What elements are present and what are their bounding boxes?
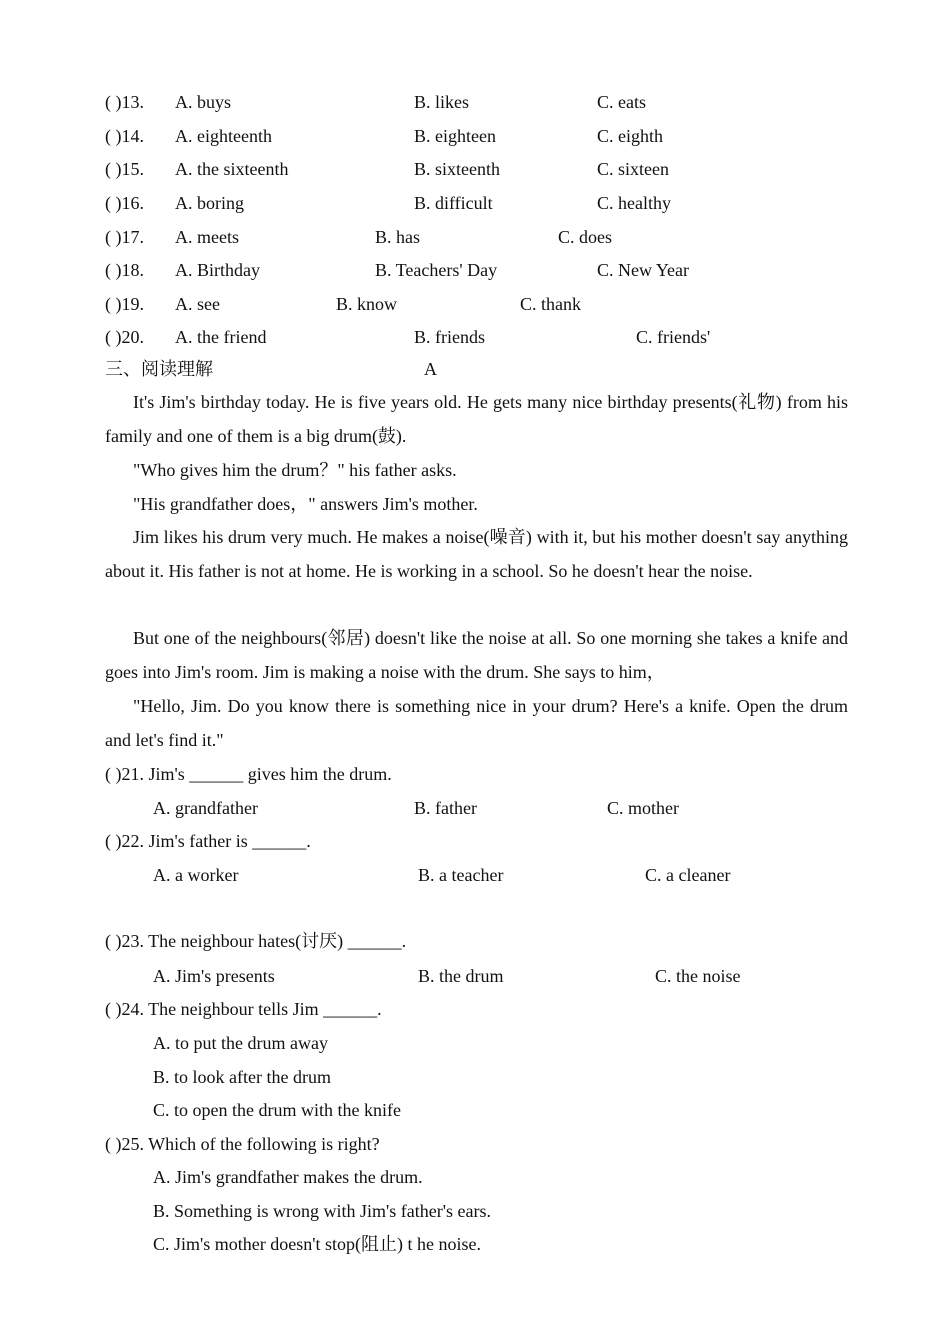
option-a: A. see xyxy=(175,294,220,314)
question-stem: ( )22. Jim's father is ______. xyxy=(105,831,311,851)
question-number: ( )13. xyxy=(105,92,144,112)
question-stem: ( )23. The neighbour hates(讨厌) ______. xyxy=(105,931,407,951)
option-b: B. likes xyxy=(414,92,470,112)
option-c: C. eighth xyxy=(597,126,663,146)
option-c: C. thank xyxy=(520,294,581,314)
option-b: B. father xyxy=(414,798,477,818)
option-b: B. to look after the drum xyxy=(153,1067,331,1087)
question-stem: ( )21. Jim's ______ gives him the drum. xyxy=(105,764,392,784)
option-c: C. Jim's mother doesn't stop(阻止) t he noise. xyxy=(153,1234,481,1254)
passage-text: But one of the neighbours(邻居) doesn't like the noise at all. So one morning she takes a knife and goes into Jim's room. Jim is making a noise with the drum. She says to him， xyxy=(105,628,848,682)
question-number: ( )15. xyxy=(105,159,144,179)
passage-paragraph: "His grandfather does，" answers Jim's mother. xyxy=(133,494,478,514)
option-a: A. to put the drum away xyxy=(153,1033,328,1053)
option-a: A. Jim's grandfather makes the drum. xyxy=(153,1167,423,1187)
option-c: C. to open the drum with the knife xyxy=(153,1100,401,1120)
question-number: ( )18. xyxy=(105,260,144,280)
question-stem: ( )25. Which of the following is right? xyxy=(105,1134,380,1154)
option-c: C. the noise xyxy=(655,966,741,986)
passage-paragraph: "Who gives him the drum？" his father asks. xyxy=(133,460,457,480)
option-c: C. friends' xyxy=(636,327,711,347)
option-a: A. boring xyxy=(175,193,244,213)
option-b: B. eighteen xyxy=(414,126,496,146)
option-b: B. has xyxy=(375,227,420,247)
option-a: A. the friend xyxy=(175,327,267,347)
question-number: ( )17. xyxy=(105,227,144,247)
option-b: B. know xyxy=(336,294,398,314)
passage-text: Jim likes his drum very much. He makes a noise(噪音) with it, but his mother doesn't say anything about it. His father is not at home. He is working in a school. So he doesn't hear the noise. xyxy=(105,527,848,581)
option-b: B. friends xyxy=(414,327,485,347)
option-b: B. the drum xyxy=(418,966,504,986)
option-c: C. eats xyxy=(597,92,646,112)
option-a: A. a worker xyxy=(153,865,239,885)
question-number: ( )14. xyxy=(105,126,144,146)
option-b: B. sixteenth xyxy=(414,159,500,179)
question-number: ( )16. xyxy=(105,193,144,213)
option-a: A. eighteenth xyxy=(175,126,272,146)
passage-text: It's Jim's birthday today. He is five years old. He gets many nice birthday presents(礼物) from his family and one of them is a big drum(鼓). xyxy=(105,392,848,446)
option-a: A. buys xyxy=(175,92,232,112)
question-number: ( )20. xyxy=(105,327,144,347)
option-b: B. Teachers' Day xyxy=(375,260,498,280)
passage-label: A xyxy=(424,359,437,379)
option-c: C. mother xyxy=(607,798,679,818)
option-a: A. grandfather xyxy=(153,798,258,818)
section-title: 三、阅读理解 xyxy=(105,359,213,379)
passage-text: "Hello, Jim. Do you know there is something nice in your drum? Here's a knife. Open the drum and let's find it." xyxy=(105,696,848,750)
passage-paragraph xyxy=(105,385,848,453)
option-c: C. New Year xyxy=(597,260,689,280)
option-a: A. Birthday xyxy=(175,260,260,280)
option-a: A. Jim's presents xyxy=(153,966,275,986)
option-c: C. sixteen xyxy=(597,159,669,179)
passage-paragraph xyxy=(105,689,848,757)
passage-paragraph xyxy=(105,621,848,689)
option-b: B. difficult xyxy=(414,193,493,213)
option-b: B. a teacher xyxy=(418,865,504,885)
passage-paragraph xyxy=(105,520,848,588)
option-c: C. a cleaner xyxy=(645,865,731,885)
option-c: C. healthy xyxy=(597,193,671,213)
option-b: B. Something is wrong with Jim's father's ears. xyxy=(153,1201,491,1221)
option-a: A. the sixteenth xyxy=(175,159,289,179)
option-a: A. meets xyxy=(175,227,239,247)
question-stem: ( )24. The neighbour tells Jim ______. xyxy=(105,999,382,1019)
option-c: C. does xyxy=(558,227,612,247)
question-number: ( )19. xyxy=(105,294,144,314)
